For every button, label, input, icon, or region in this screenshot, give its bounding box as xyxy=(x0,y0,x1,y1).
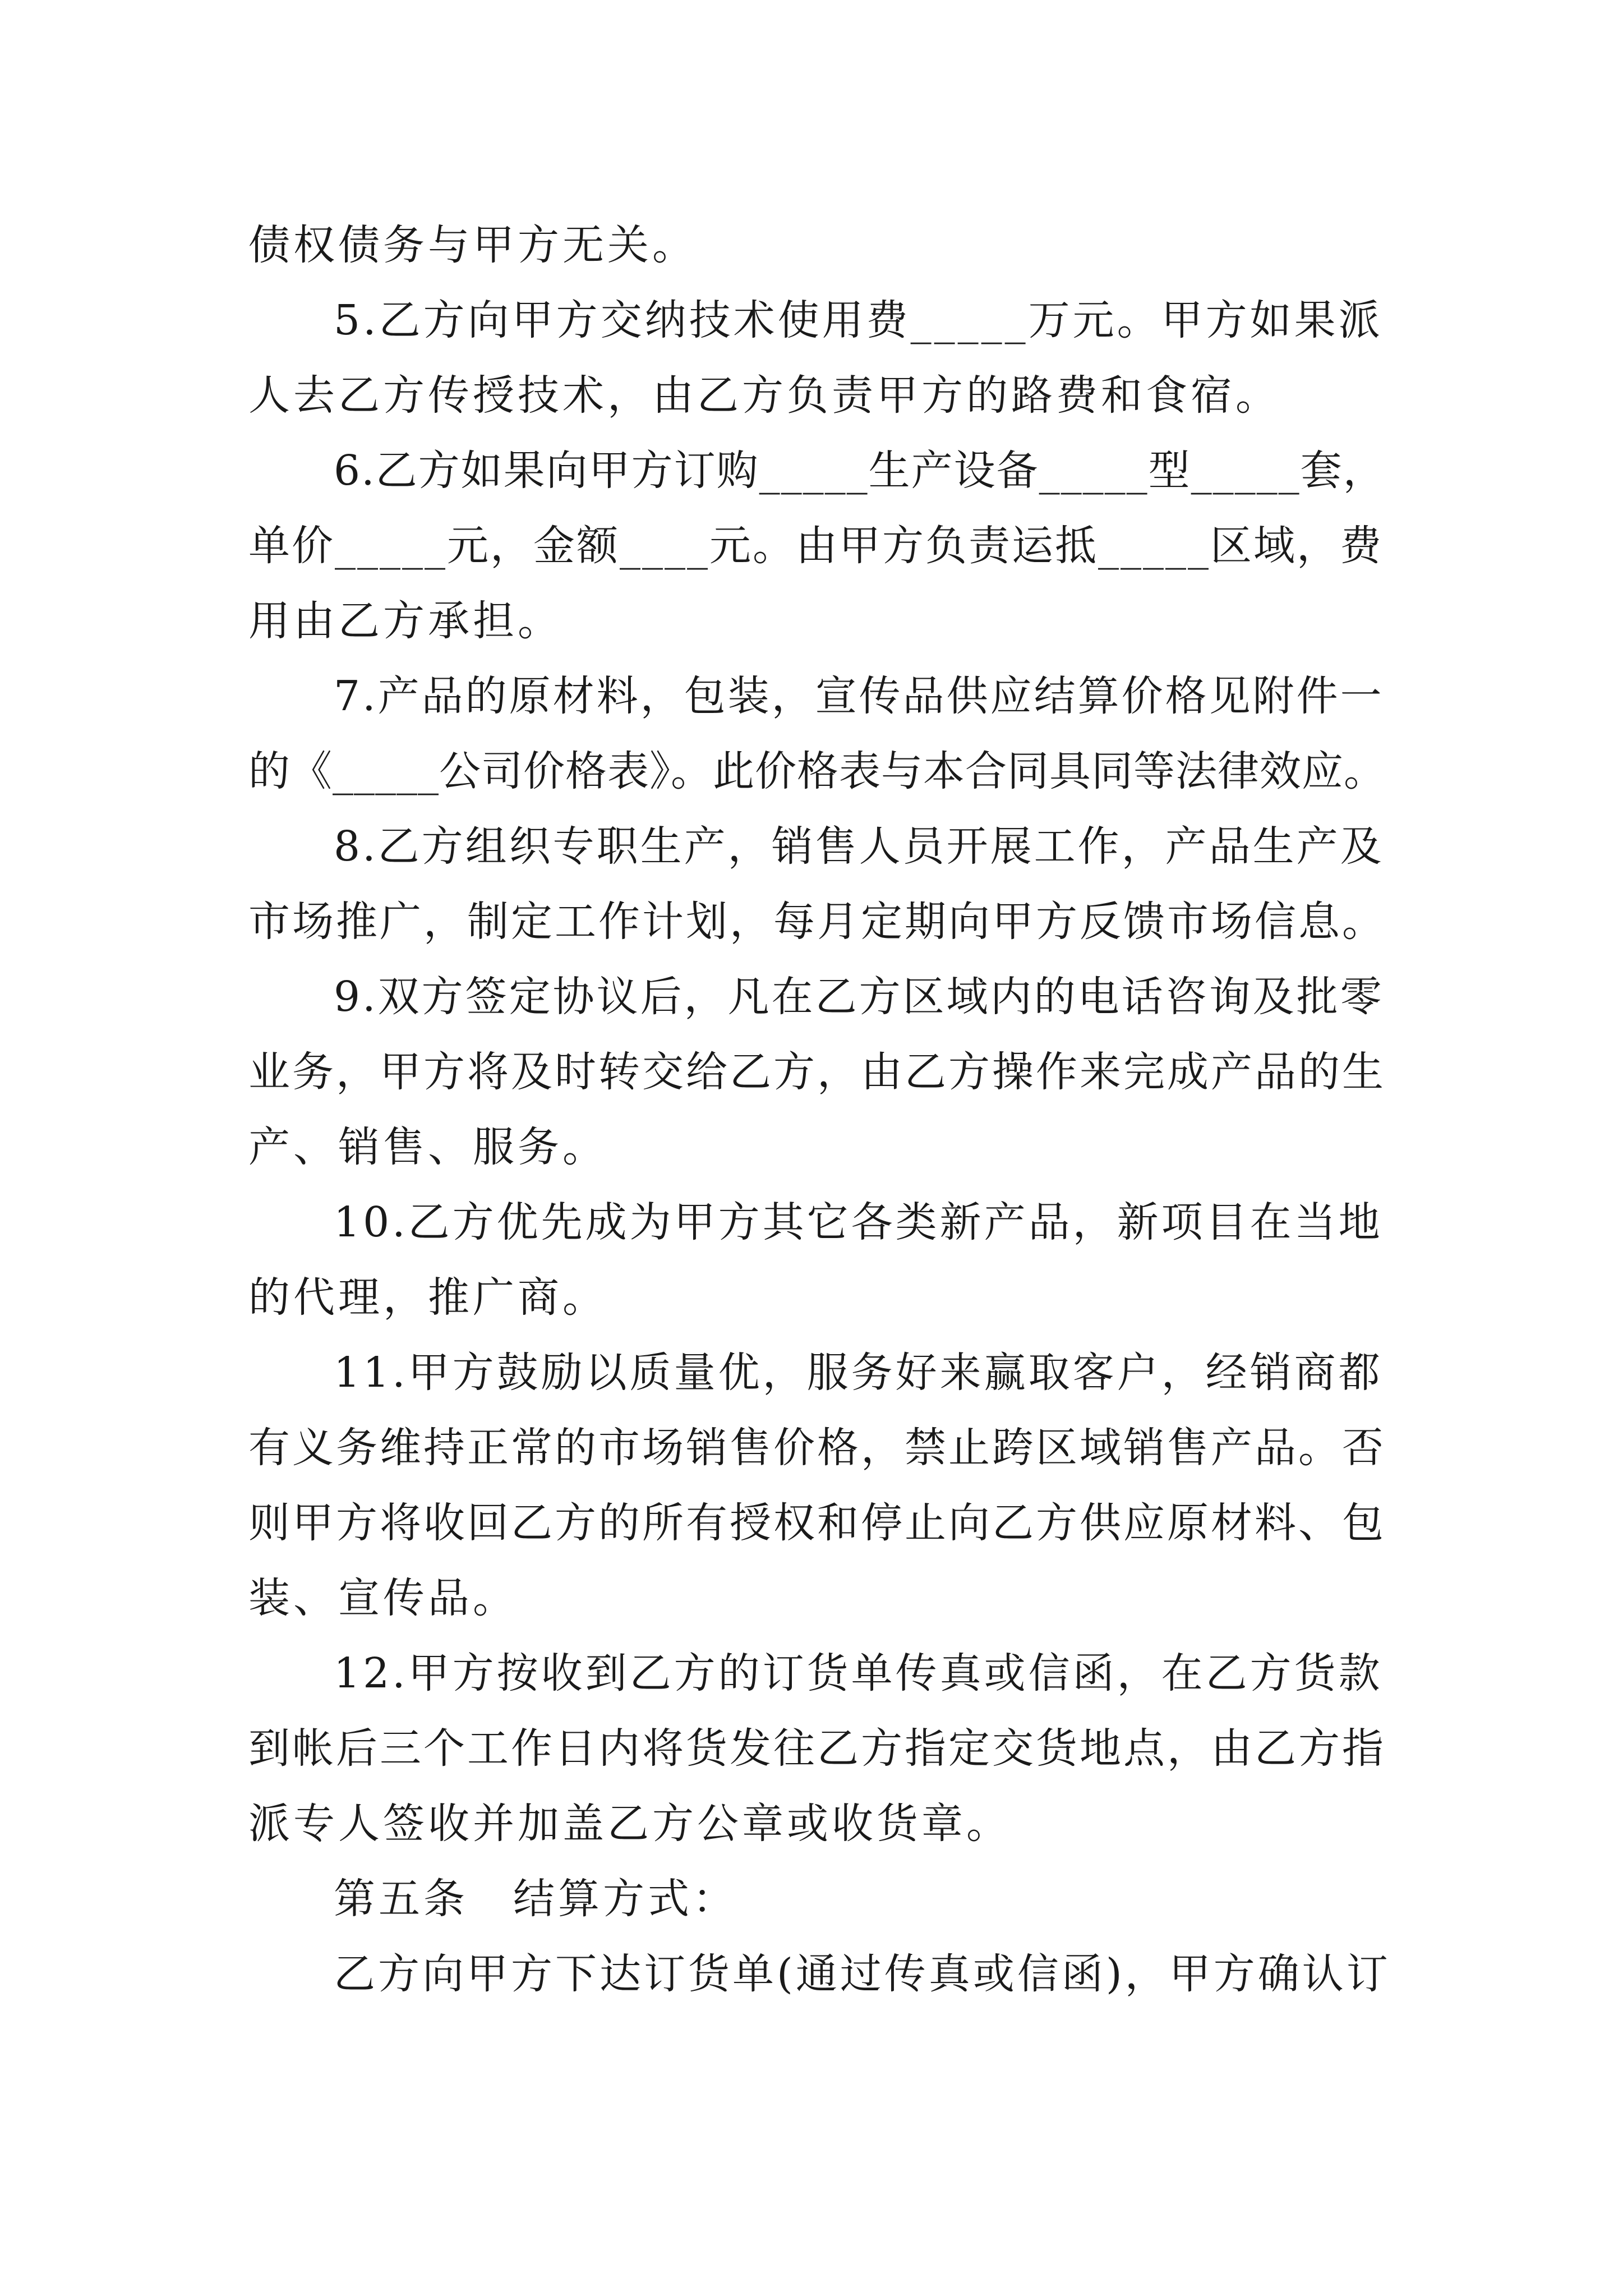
text-line: 业务，甲方将及时转交给乙方，由乙方操作来完成产品的生 xyxy=(248,1048,1386,1096)
text-line: 5.乙方向甲方交纳技术使用费_____万元。甲方如果派 xyxy=(334,296,1383,344)
text-line: 6.乙方如果向甲方订购_____生产设备_____型_____套， xyxy=(334,447,1386,495)
text-line: 产、销售、服务。 xyxy=(248,1123,607,1171)
text-line: 装、宣传品。 xyxy=(248,1574,518,1622)
text-line: 7.产品的原材料，包装，宣传品供应结算价格见附件一 xyxy=(334,672,1384,720)
text-line: 10.乙方优先成为甲方其它各类新产品，新项目在当地 xyxy=(334,1198,1383,1246)
text-line: 人去乙方传授技术，由乙方负责甲方的路费和食宿。 xyxy=(248,371,1280,420)
text-line: 的代理，推广商。 xyxy=(248,1273,607,1322)
text-line: 派专人签收并加盖乙方公章或收货章。 xyxy=(248,1800,1011,1848)
text-line: 到帐后三个工作日内将货发往乙方指定交货地点，由乙方指 xyxy=(248,1724,1386,1773)
text-line: 第五条 结算方式： xyxy=(334,1875,737,1923)
text-line: 12.甲方按收到乙方的订货单传真或信函，在乙方货款 xyxy=(334,1649,1383,1697)
text-line: 市场推广，制定工作计划，每月定期向甲方反馈市场信息。 xyxy=(248,898,1386,946)
text-line: 单价_____元，金额____元。由甲方负责运抵_____区域，费 xyxy=(248,522,1383,570)
text-line: 的《_____公司价格表》。此价格表与本合同具同等法律效应。 xyxy=(248,747,1386,795)
text-line: 乙方向甲方下达订货单(通过传真或信函)，甲方确认订 xyxy=(334,1950,1391,1998)
text-line: 则甲方将收回乙方的所有授权和停止向乙方供应原材料、包 xyxy=(248,1499,1386,1547)
text-line: 9.双方签定协议后，凡在乙方区域内的电话咨询及批零 xyxy=(334,973,1384,1021)
text-line: 8.乙方组织专职生产，销售人员开展工作，产品生产及 xyxy=(334,822,1384,871)
text-line: 债权债务与甲方无关。 xyxy=(248,221,697,269)
text-line: 11.甲方鼓励以质量优，服务好来赢取客户，经销商都 xyxy=(334,1349,1383,1397)
text-line: 用由乙方承担。 xyxy=(248,597,562,645)
text-line: 有义务维持正常的市场销售价格，禁止跨区域销售产品。否 xyxy=(248,1424,1386,1472)
contract-text-body xyxy=(248,208,1393,2012)
